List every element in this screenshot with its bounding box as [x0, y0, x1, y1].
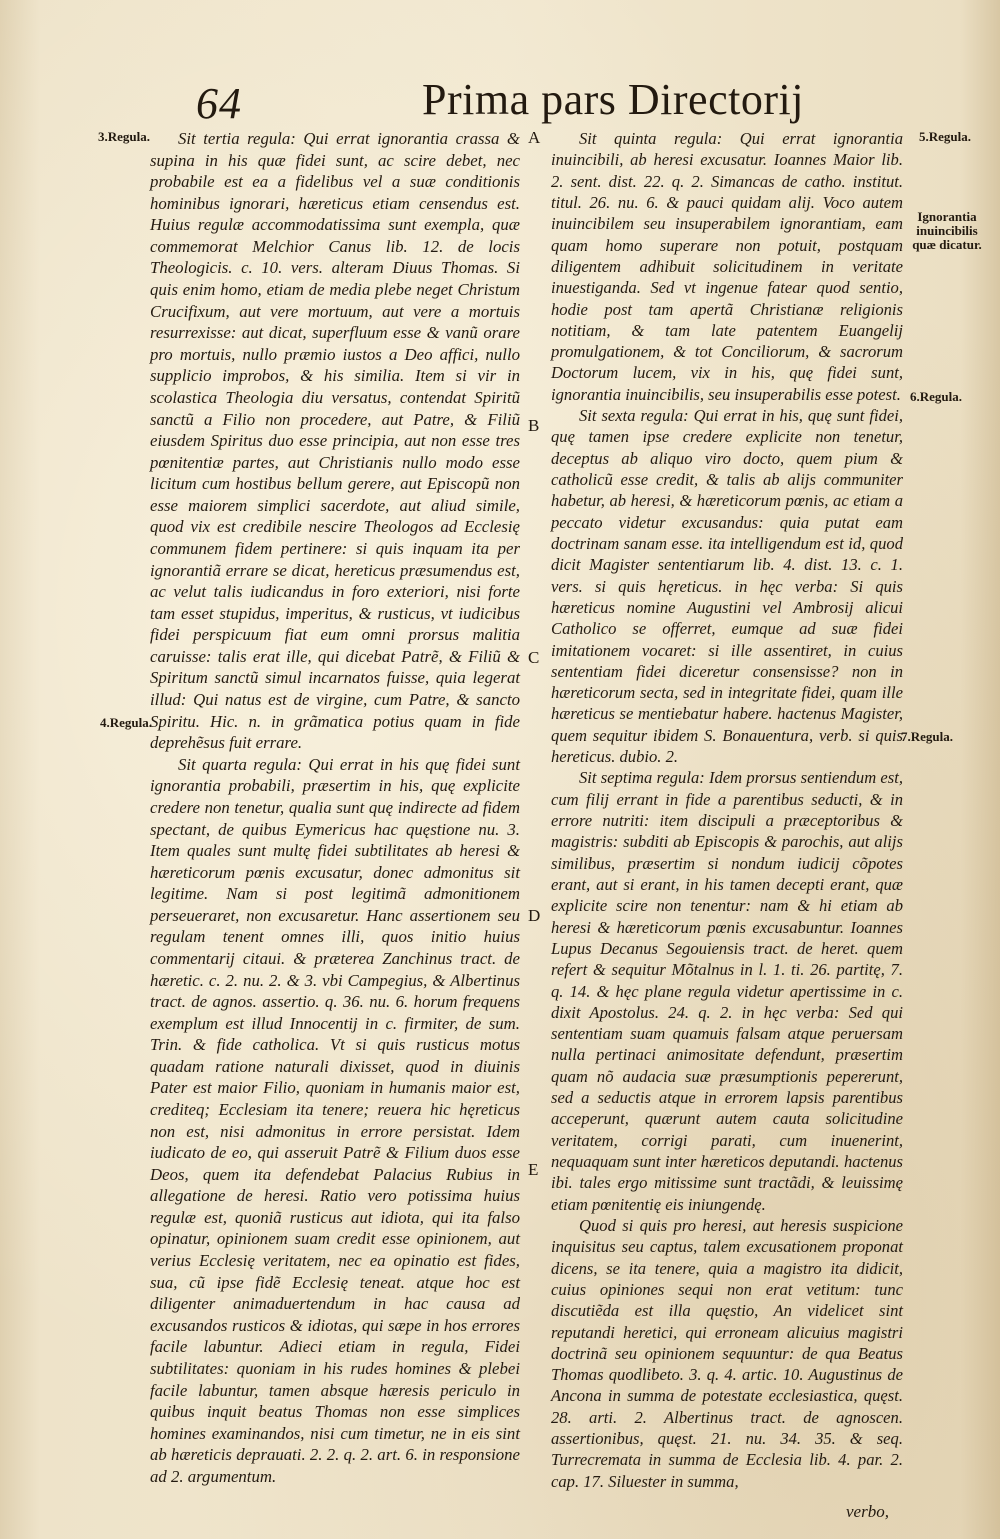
paragraph-rule-4: Sit quarta regula: Qui errat in his quę fidei sunt ignorantia probabili, præsertim in his, quę explicite credere non tenetur, qualia sunt quę indirecte ad fidem spectant, de quibus Eymericus hac quęstione nu. 3. Item quales sunt multę fidei subtilitates ab heresi & hæreticorum pœnis excusatur, donec admonitus sit legitime. Nam si post legitimã admonitionem perseueraret, non excusaretur. Hanc assertionem seu regulam tenent omnes illi, quos initio huius commentarij citaui. & præterea Zanchinus tract. de hæretic. c. 2. nu. 2. & 3. vbi Campegius, & Albertinus tract. de agnos. assertio. q. 36. nu. 6. horum frequens exemplum est illud Innocentij in c. firmiter, de sum. Trin. & fide catholica. Vt si quis rusticus motus quadam ratione naturali dixisset, quod in diuinis Pater est maior Filio, quoniam in humanis maior est, crediteq; Ecclesiam ita tenere; reuera hic hęreticus non est, nisi admonitus in errore persistat. Idem iudicato de eo, qui asseruit Patrẽ & Filium duos esse Deos, quem ita defendebat Palacius Rubius in allegatione de heresi. Ratio vero potissima huius regulæ est, quoniã rusticus aut idiota, qui ita falso opinatur, opinionem suam credit esse opinionem, aut verius Ecclesię veritatem, nec ea opinatio est fides, sua, cũ ipse fidẽ Ecclesię teneat. atque hoc est diligenter animaduertendum in hac causa ad excusandos rusticos & idiotas, qui sæpe in hos errores facile labuntur. Adieci etiam in regula, Fidei subtilitates: quoniam in his rudes homines & plebei facile labuntur, tamen absque hæresis periculo in quibus inquit beatus Thomas non esse simplices homines examinandos, nisi cum timetur, ne in eis sint ab hæreticis deprauati. 2. 2. q. 2. art. 6. in responsione ad 2. argumentum.: [150, 754, 520, 1486]
margin-note-rule-6: 6.Regula.: [910, 389, 962, 404]
paragraph-heresy-excuse: Quod si quis pro heresi, aut heresis suspicione inquisitus seu captus, talem excusationem proponat dicens, se ita tenere, quia a magistro ita didicit, cuius opiniones sequi non erat vetitum: tunc discutiẽda est illa quęstio, An videlicet sint reputandi heretici, qui erroneam alicuius magistri doctrinã seu opinionem sequuntur: de qua Beatus Thomas quodlibeto. 3. q. 4. artic. 10. Augustinus de Ancona in summa de potestate ecclesiastica, quęst. 28. arti. 2. Albertinus tract. de agnoscen. assertionibus, quęst. 21. nu. 34. 35. & seq. Turrecremata in summa de Ecclesia lib. 4. par. 2. cap. 17. Siluester in summa,: [551, 1215, 903, 1491]
paragraph-rule-5: Sit quinta regula: Qui errat ignorantia inuincibili, ab heresi excusatur. Ioannes Maior lib. 2. sent. dist. 22. q. 2. Simancas de catho. institut. titul. 26. nu. 6. & pauci quidam alij. Voco autem inuincibilem seu insuperabilem ignorantiam, eam quam homo superare non potuit, postquam diligentem adhibuit solicitudinem in veritate inuestiganda. Sed vt ingenue fatear quod sentio, hodie post tam apertã Christianæ religionis notitiam, & tam late patentem Euangelij promulgationem, & tot Conciliorum, & sacrorum Doctorum lucem, vix in his, quę fidei sunt, ignorantia inuincibilis, seu insuperabilis esse potest.: [551, 129, 903, 404]
margin-note-rule-7: 7.Regula.: [901, 729, 953, 744]
section-letter-a: A: [528, 128, 541, 147]
margin-note-rule-5: 5.Regula.: [919, 129, 971, 144]
section-letter-d: D: [528, 906, 541, 925]
section-letter-b: B: [528, 416, 540, 435]
paragraph-rule-6: Sit sexta regula: Qui errat in his, quę sunt fidei, quę tamen ipse credere explicite non tenetur, deceptus ab aliquo viro docto, quem pium & catholicũ esse credit, & talis ab alijs communiter habetur, ab heresi, & hæreticorum pœnis, ac etiam a peccato videtur excusandus: quia putat eam doctrinam sanam esse. ita intelligendum est id, quod dicit Magister sententiarum lib. 4. dist. 13. c. 1. vers. si quis hęreticus. in hęc verba: Si quis hæreticus nomine Augustini vel Ambrosij alicui Catholico se offerret, eumque ad suæ fidei imitationem vocaret: si ille assentiret, in cuius sententiam fidei diceretur consensisse? non in hæreticorum secta, sed in integritate fidei, quam ille hæreticus se mentiebatur habere. hactenus Magister, quem sequitur ibidem S. Bonauentura, verb. si quis hereticus. dubio. 2.: [551, 406, 903, 767]
right-text-column: [551, 128, 903, 1492]
section-letter-c: C: [528, 648, 540, 667]
section-letter-e: E: [528, 1160, 539, 1179]
margin-note-invincible-ignorance: Ignorantia inuincibilis quæ dicatur.: [912, 209, 982, 252]
margin-note-rule-4: 4.Regula.: [100, 715, 152, 730]
paragraph-rule-3: Sit tertia regula: Qui errat ignorantia crassa & supina in his quæ fidei sunt, ac scire debet, nec probabile est ea a fidelibus vel a suæ conditionis hominibus ignorari, hæreticus etiam censendus est. Huius regulæ accommodatissima sunt exempla, quæ commemorat Melchior Canus lib. 12. de locis Theologicis. c. 10. vers. alteram Diuus Thomas. Si quis enim homo, etiam de media plebe neget Christum Crucifixum, aut vere mortuum, aut vere a mortuis resurrexisse: aut dicat, superfluum esse & vanũ orare pro mortuis, nullo præmio iustos a Deo affici, nullo supplicio improbos, & his similia. Item si vir in scolastica Theologia diu versatus, contendat Spiritũ sanctũ a Filio non procedere, aut Patre, & Filiũ eiusdem Spiritus duo esse principia, aut non esse tres pœnitentiæ partes, aut Christianis nullo modo esse licitum cum hostibus bellum gerere, aut Episcopũ non esse maiorem simplici sacerdote, aut aliud simile, quod vix est credibile nescire Theologos ad Ecclesię communem fidem pertinere: si quis inquam ita per ignorantiã errare se dicat, hereticus præsumendus est, ac velut talis iudicandus in foro exteriori, nisi forte tam esset stupidus, imperitus, & rusticus, vt iudicibus fidei perspicuum fiat eum omni prorsus malitia caruisse: talis erat ille, qui dicebat Patrẽ, & Filiũ & Spiritum sanctũ simul incarnatos fuisse, quia legerat illud: Qui natus est de virgine, cum Patre, & sancto Spiritu. Hic. n. in grãmatica potius quam in fide deprehẽsus fuit errare.: [150, 129, 520, 753]
left-text-column: [150, 128, 520, 1487]
catchword: verbo,: [846, 1502, 889, 1521]
page-number: 64: [196, 79, 242, 128]
paragraph-rule-7: Sit septima regula: Idem prorsus sentiendum est, cum filij errant in fide a parentibus seducti, & in errore nutriti: item discipuli a præceptoribus & magistris: subditi ab Episcopis & parochis, aut alijs similibus, præsertim si nondum iudicij cõpotes erant, aut si erant, in his tamen decepti erant, quæ explicite scire non tenentur: nam & hi etiam ab heresi & hæreticorum pœnis excusabuntur. Ioannes Lupus Decanus Segouiensis tract. de heret. quem refert & sequitur Mõtalnus in l. 1. ti. 26. partitę, 7. q. 14. & hęc plane regula videtur apertissime in c. dixit Apostolus. 24. q. 2. in hęc verba: Sed qui sententiam suam quamuis falsam atque peruersam nulla pertinaci animositate defendunt, præsertim quam nõ audacia suæ præsumptionis pepererunt, sed a seductis atque in errorem lapsis parentibus acceperunt, quærunt autem cauta solicitudine veritatem, corrigi parati, cum inuenerint, nequaquam sunt inter hæreticos deputandi. hactenus ibi. tales ergo mitissime sunt tractãdi, & leuissimę etiam pœnitentię eis iniungendę.: [551, 768, 903, 1214]
running-head-title: Prima pars Directorij: [422, 75, 804, 124]
margin-note-rule-3: 3.Regula.: [98, 129, 150, 144]
